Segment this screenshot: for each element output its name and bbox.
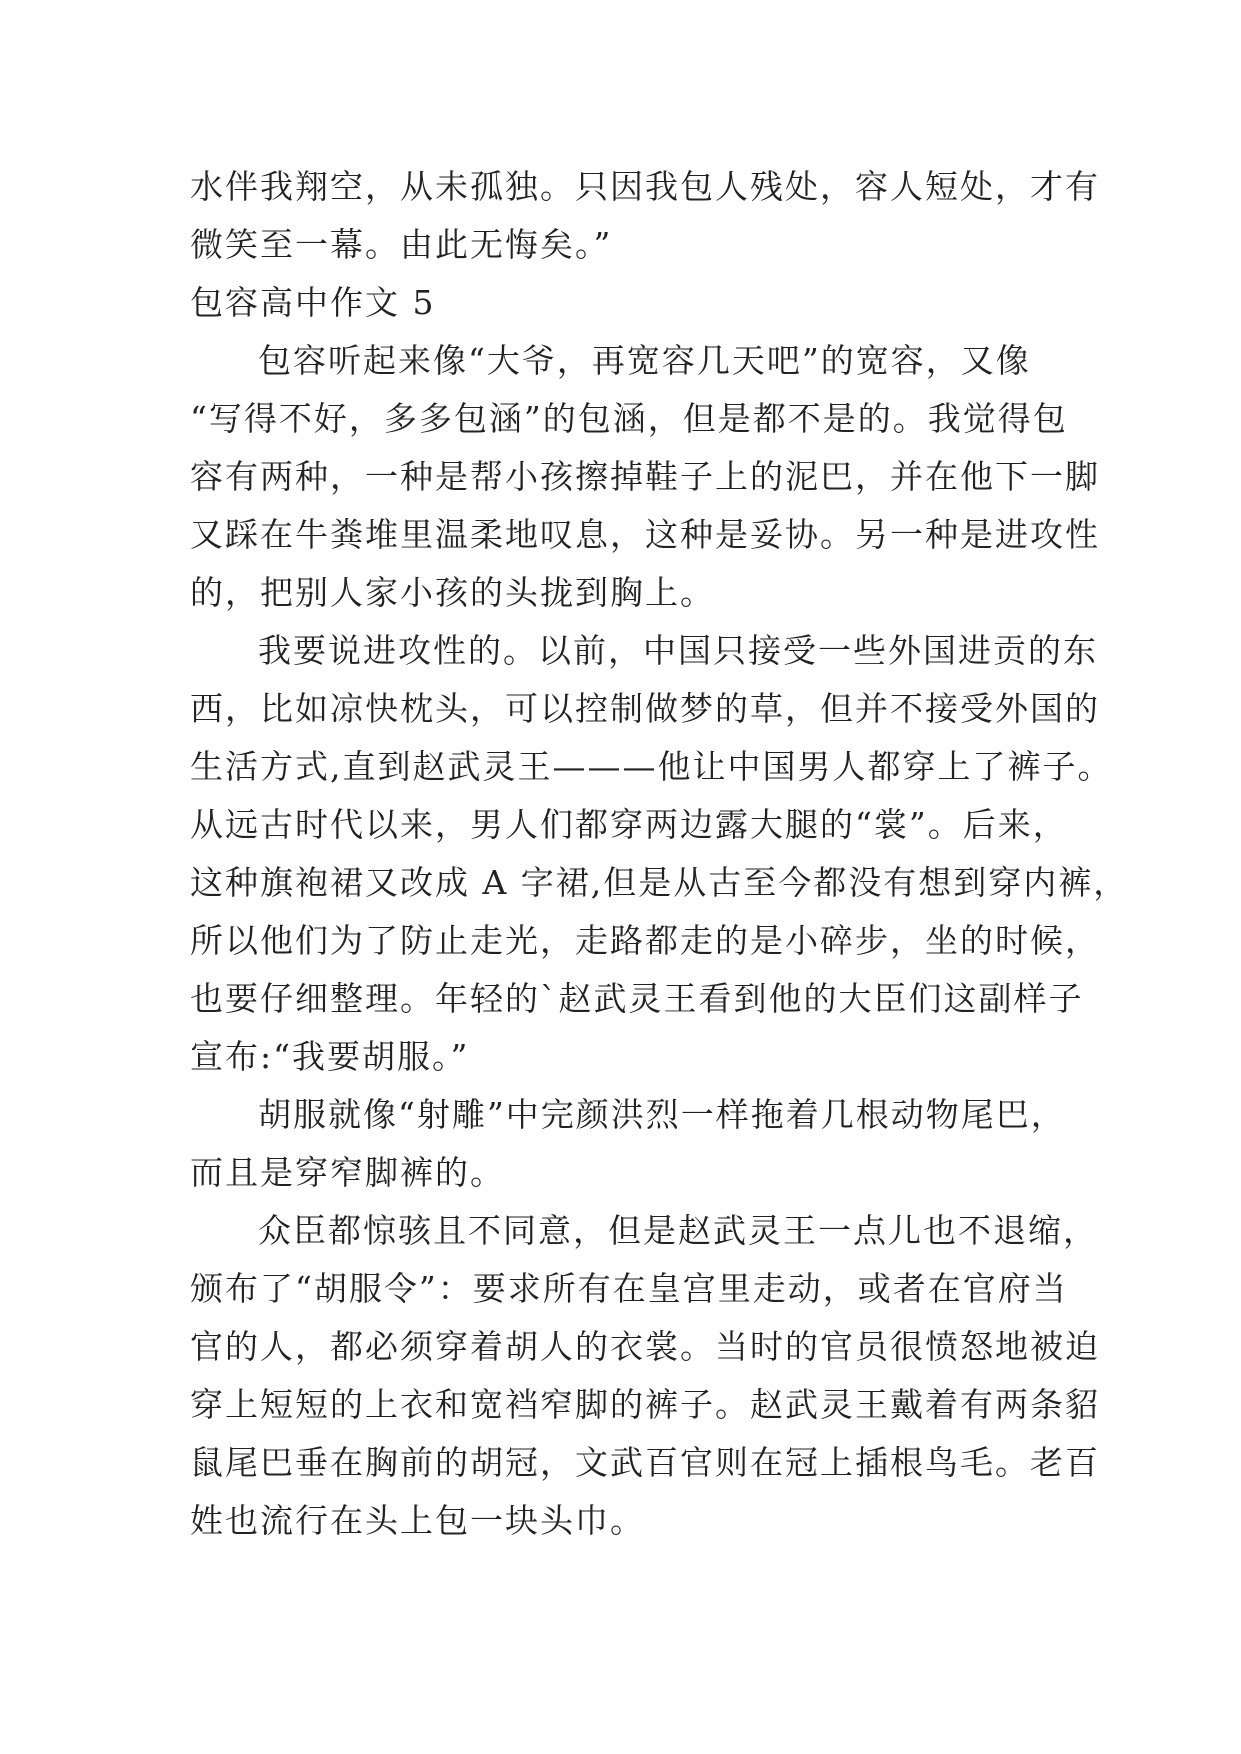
text-line: 又踩在牛粪堆里温柔地叹息，这种是妥协。另一种是进攻性	[190, 515, 1100, 554]
paragraph-first-line: 胡服就像“射雕”中完颜洪烈一样拖着几根动物尾巴，	[258, 1095, 1066, 1134]
paragraph-first-line: 我要说进攻性的。以前，中国只接受一些外国进贡的东	[258, 631, 1098, 670]
text-line: 鼠尾巴垂在胸前的胡冠，文武百官则在冠上插根鸟毛。老百	[190, 1443, 1100, 1482]
text-line: 从远古时代以来，男人们都穿两边露大腿的“裳”。后来，	[190, 805, 1068, 844]
text-line: 容有两种，一种是帮小孩擦掉鞋子上的泥巴，并在他下一脚	[190, 457, 1100, 496]
document-body	[190, 158, 1129, 1550]
text-line: 官的人，都必须穿着胡人的衣裳。当时的官员很愤怒地被迫	[190, 1327, 1100, 1366]
text-line: 姓也流行在头上包一块头巾。	[190, 1501, 645, 1540]
section-heading: 包容高中作文 5	[190, 283, 436, 322]
text-line: 西，比如凉快枕头，可以控制做梦的草，但并不接受外国的	[190, 689, 1100, 728]
text-line: 而且是穿窄脚裤的。	[190, 1153, 505, 1192]
text-line: 所以他们为了防止走光，走路都走的是小碎步，坐的时候，	[190, 921, 1100, 960]
text-line: 穿上短短的上衣和宽裆窄脚的裤子。赵武灵王戴着有两条貂	[190, 1385, 1100, 1424]
text-line: 微笑至一幕。由此无悔矣。”	[190, 225, 613, 264]
text-line: 也要仔细整理。年轻的`赵武灵王看到他的大臣们这副样子	[190, 979, 1084, 1018]
text-line: 生活方式,直到赵武灵王———他让中国男人都穿上了裤子。	[190, 747, 1113, 786]
text-line: 的，把别人家小孩的头拢到胸上。	[190, 573, 715, 612]
text-line: 宣布:“我要胡服。”	[190, 1037, 470, 1076]
paragraph-first-line: 众臣都惊骇且不同意，但是赵武灵王一点儿也不退缩，	[258, 1211, 1098, 1250]
text-line: 颁布了“胡服令”：要求所有在皇宫里走动，或者在官府当	[190, 1269, 1068, 1308]
paragraph-first-line: 包容听起来像“大爷，再宽容几天吧”的宽容，又像	[258, 341, 1031, 380]
text-line: 这种旗袍裙又改成 A 字裙,但是从古至今都没有想到穿内裤，	[190, 863, 1129, 902]
text-line: “写得不好，多多包涵”的包涵，但是都不是的。我觉得包	[190, 399, 1068, 438]
text-line: 水伴我翔空，从未孤独。只因我包人残处，容人短处，才有	[190, 167, 1100, 206]
